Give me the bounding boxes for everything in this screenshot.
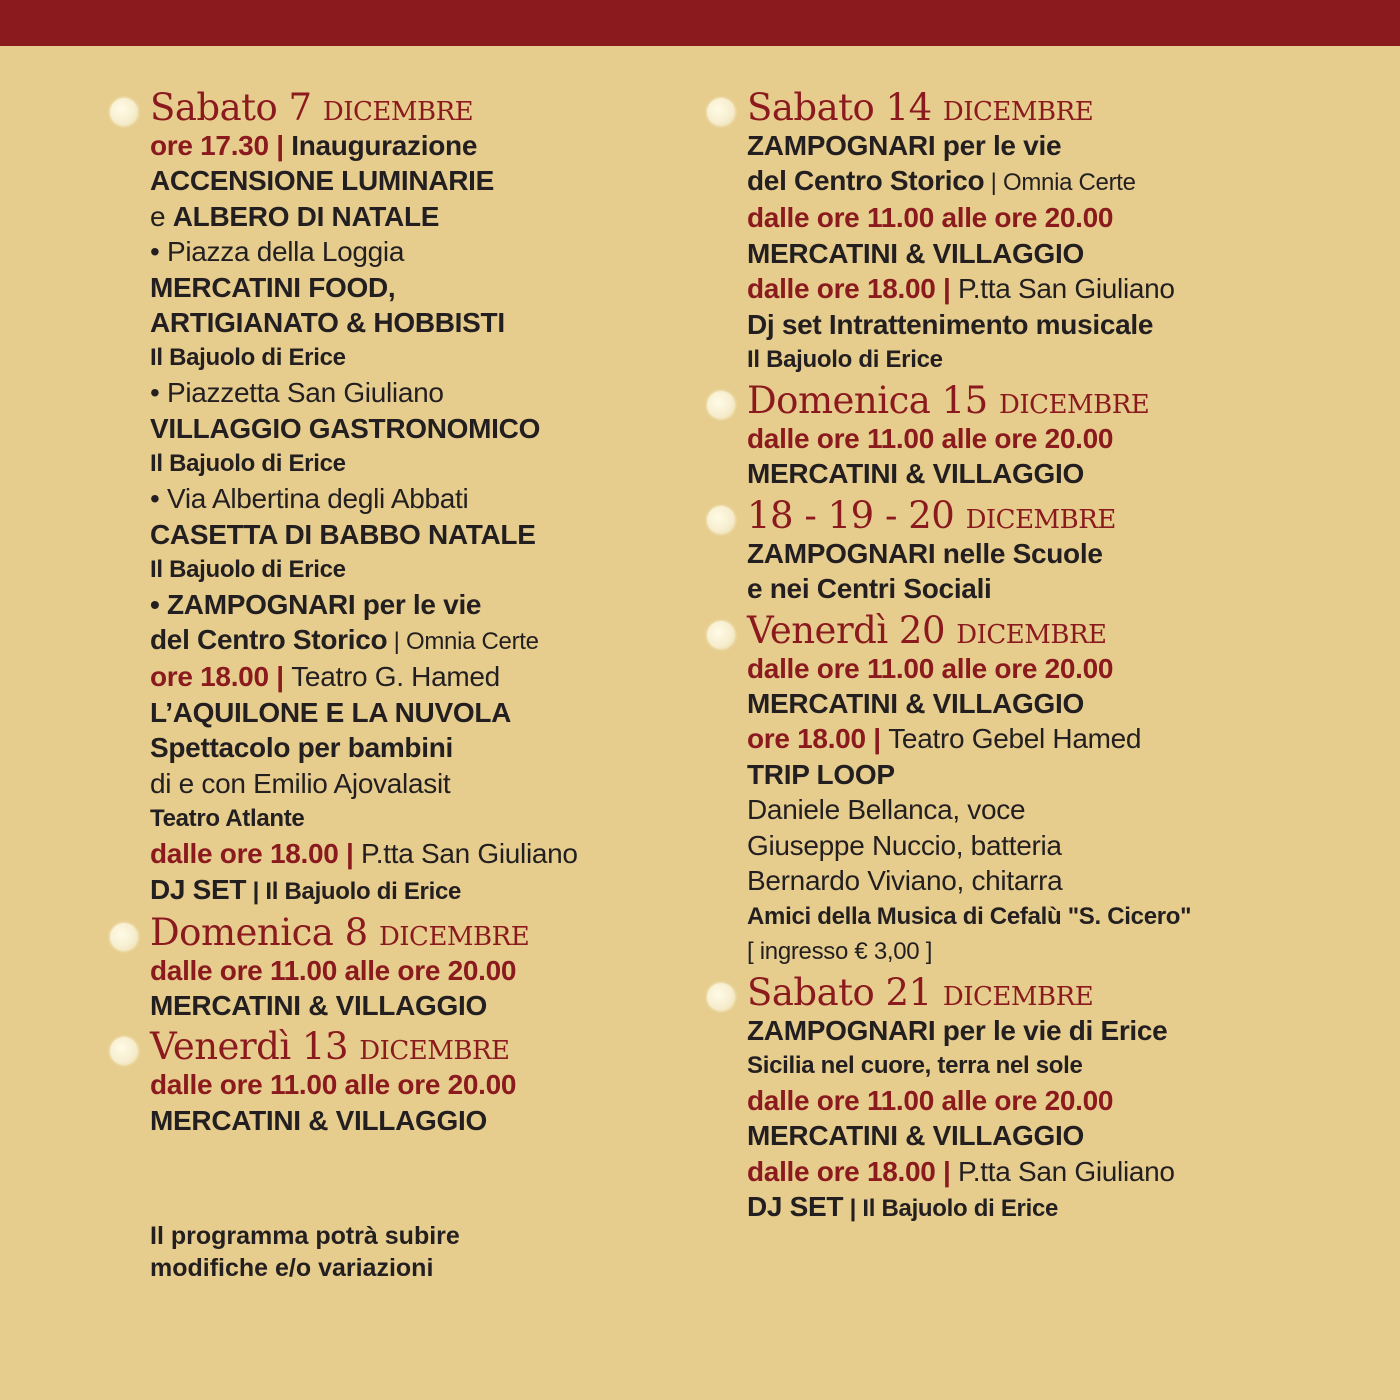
event-subtitle: Sicilia nel cuore, terra nel sole [747,1051,1083,1079]
event-title: MERCATINI & VILLAGGIO [150,989,487,1021]
day-sabato-7: Sabato 7 dicembre ore 17.30 | Inaugurazione ACCENSIONE LUMINARIE e ALBERO DI NATALE • Piazza della Loggia MERCATINI FOOD, ARTIGIANATO & HOBBISTI Il Bajuolo di Erice • Piazzetta San Giuliano VILLAGGIO GASTRONOMICO Il Bajuolo di Erice • Via Albertina degli Abbati CASETTA DI BABBO NATALE Il Bajuolo di Erice • ZAMPOGNARI per le vie del Centro Storico | Omnia Certe ore 18.00 | Teatro G. Hamed L’AQUILONE E LA NUVOLA Spettacolo per bambini di e con Emilio Ajovalasit Teatro Atlante dalle ore 18.00 | P.tta San Giuliano DJ SET | Il Bajuolo di Erice [110,88,670,909]
bullet-dot-icon [707,98,735,126]
left-column [110,88,670,1142]
event-time: ore 18.00 | [747,723,889,755]
event-subtitle: Spettacolo per bambini [150,732,453,764]
event-title: ZAMPOGNARI per le vie di Erice [747,1014,1168,1046]
event-title: MERCATINI & VILLAGGIO [747,237,1084,269]
event-title: MERCATINI & VILLAGGIO [150,1104,487,1136]
event-time: dalle ore 11.00 alle ore 20.00 [747,652,1114,684]
event-title: TRIP LOOP [747,758,895,790]
event-title: VILLAGGIO GASTRONOMICO [150,412,541,444]
bullet-dot-icon [110,1037,138,1065]
event-title: MERCATINI & VILLAGGIO [747,458,1084,490]
day-venerdi-13 [110,1027,670,1138]
day-domenica-15 [707,381,1367,492]
event-title: CASETTA DI BABBO NATALE [150,518,536,550]
event-credits: Daniele Bellanca, voce [747,794,1026,826]
event-organizer: Amici della Musica di Cefalù "S. Cicero" [747,902,1192,930]
event-title: ZAMPOGNARI per le vie [747,130,1062,161]
event-location: • Via Albertina degli Abbati [150,483,469,515]
bullet-dot-icon [707,621,735,649]
event-location: • Piazza della Loggia [150,236,405,268]
event-title: ARTIGIANATO & HOBBISTI [150,307,505,339]
event-time: dalle ore 18.00 | [150,838,361,870]
bullet-dot-icon [707,506,735,534]
event-time: dalle ore 11.00 alle ore 20.00 [747,423,1114,455]
bullet-dot-icon [110,98,138,126]
day-18-19-20 [707,493,1367,607]
day-title: Sabato 14 dicembre [747,86,1094,129]
event-credits: di e con Emilio Ajovalasit [150,767,451,799]
day-title: Sabato 7 dicembre [150,86,474,129]
bullet-dot-icon [110,923,138,951]
event-title: e nei Centri Sociali [747,573,992,605]
event-title: MERCATINI FOOD, [150,271,396,303]
event-organizer: Il Bajuolo di Erice [747,346,943,374]
day-title: Sabato 21 dicembre [747,970,1094,1014]
day-venerdi-20: Venerdì 20 dicembre dalle ore 11.00 alle ore 20.00 MERCATINI & VILLAGGIO ore 18.00 | Teatro Gebel Hamed TRIP LOOP Daniele Bellanca, voce Giuseppe Nuccio, batteria Bernardo Viviano, chitarra Amici della Musica di Cefalù "S. Cicero" [ ingresso € 3,00 ] [707,611,1367,969]
event-time: ore 18.00 | [150,661,292,693]
bullet-dot-icon [707,983,735,1011]
day-title: Domenica 15 dicembre [747,379,1150,423]
event-title: MERCATINI & VILLAGGIO [747,688,1084,720]
event-time: dalle ore 11.00 alle ore 20.00 [747,202,1114,234]
event-organizer: Il Bajuolo di Erice [150,556,346,584]
event-title: • ZAMPOGNARI per le vie [150,589,482,621]
event-time: dalle ore 11.00 alle ore 20.00 [747,1084,1114,1116]
day-title: Venerdì 13 dicembre [150,1025,510,1069]
right-column [707,88,1367,1230]
event-time: dalle ore 11.00 alle ore 20.00 [150,1069,517,1101]
event-location: • Piazzetta San Giuliano [150,377,444,409]
event-title: ACCENSIONE LUMINARIE [150,165,495,197]
event-credits: Bernardo Viviano, chitarra [747,865,1063,897]
event-title: L’AQUILONE E LA NUVOLA [150,696,512,728]
day-title: Venerdì 20 dicembre [747,608,1107,652]
event-time: ore 17.30 | [150,130,292,161]
day-title: Domenica 8 dicembre [150,910,530,954]
bullet-dot-icon [707,391,735,419]
event-organizer: Il Bajuolo di Erice [150,450,346,478]
day-sabato-14: Sabato 14 dicembre ZAMPOGNARI per le vie del Centro Storico | Omnia Certe dalle ore 11.00 alle ore 20.00 MERCATINI & VILLAGGIO dalle ore 18.00 | P.tta San Giuliano Dj set Intrattenimento musicale Il Bajuolo di Erice [707,88,1367,377]
event-organizer: Il Bajuolo di Erice [150,344,346,372]
event-title: ZAMPOGNARI nelle Scuole [747,537,1103,569]
event-time: dalle ore 18.00 | [747,273,958,305]
day-domenica-8 [110,910,670,1024]
event-title: MERCATINI & VILLAGGIO [747,1120,1084,1152]
program-note: Il programma potrà subire modifiche e/o variazioni [150,1222,460,1282]
day-title: 18 - 19 - 20 dicembre [747,493,1116,537]
top-band [0,0,1400,46]
day-sabato-21: Sabato 21 dicembre ZAMPOGNARI per le vie di Erice Sicilia nel cuore, terra nel sole dalle ore 11.00 alle ore 20.00 MERCATINI & VILLAGGIO dalle ore 18.00 | P.tta San Giuliano DJ SET | Il Bajuolo di Erice [707,973,1367,1227]
event-credits: Giuseppe Nuccio, batteria [747,829,1062,861]
event-title: Dj set Intrattenimento musicale [747,308,1154,340]
event-price: [ ingresso € 3,00 ] [747,937,933,965]
event-organizer: Teatro Atlante [150,805,305,833]
event-time: dalle ore 11.00 alle ore 20.00 [150,954,517,986]
event-time: dalle ore 18.00 | [747,1155,958,1187]
